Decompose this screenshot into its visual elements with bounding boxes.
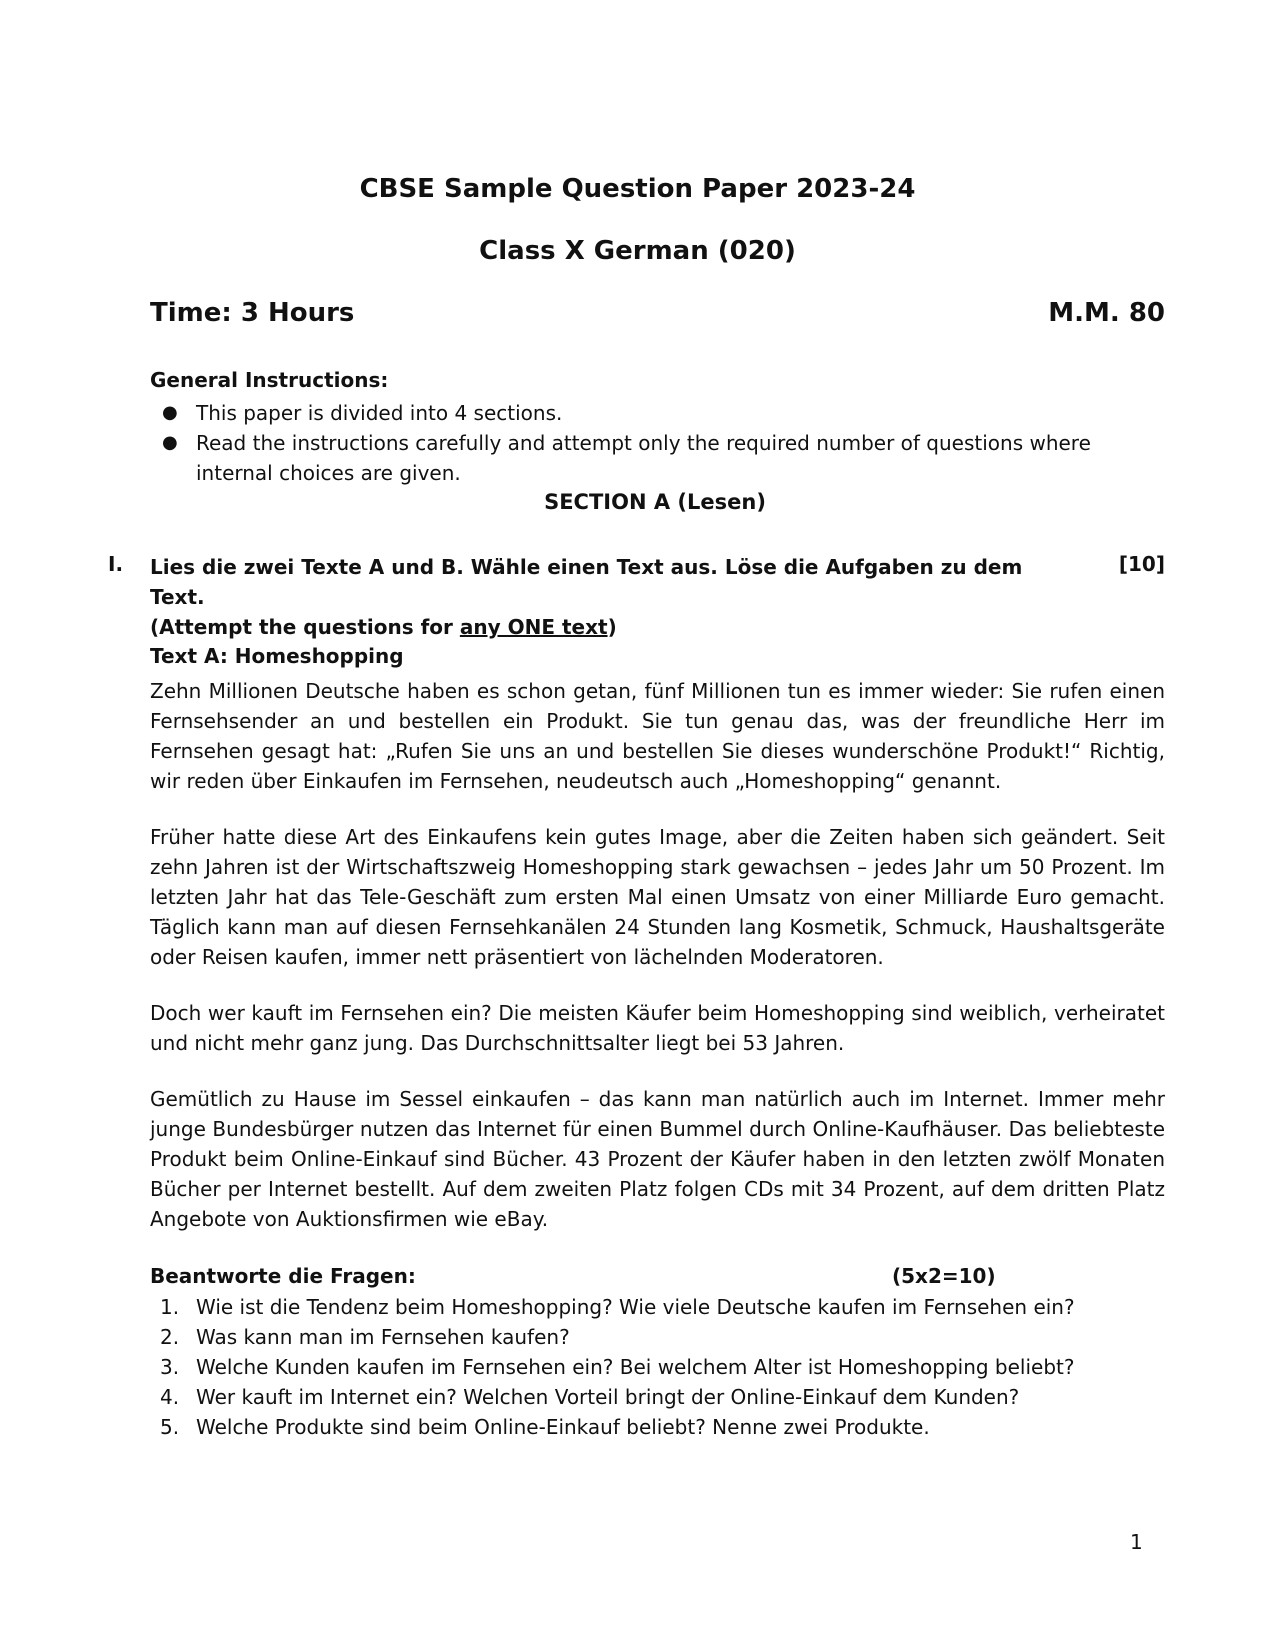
question-item-number: 1. — [160, 1295, 180, 1319]
bullet-icon: ● — [162, 402, 178, 423]
instruction-text: Read the instructions carefully and attempt only the required number of questions where internal choices are given. — [196, 431, 1091, 485]
question-line-1: Lies die zwei Texte A und B. Wähle einen Text aus. Löse die Aufgaben zu dem Text. — [150, 555, 1023, 609]
question-item — [150, 1352, 1160, 1382]
time-duration: Time: 3 Hours — [150, 298, 355, 328]
question-line-2 — [150, 612, 1050, 642]
question-item-text: Wer kauft im Internet ein? Welchen Vorteil bringt der Online-Einkauf dem Kunden? — [196, 1385, 1020, 1409]
text-a-paragraph-3: Doch wer kauft im Fernsehen ein? Die meisten Käufer beim Homeshopping sind weiblich, verheiratet und nicht mehr ganz jung. Das Durchschnittsalter liegt bei 53 Jahren. — [150, 1001, 1165, 1055]
time-marks-row — [150, 298, 1165, 328]
question-item-text: Was kann man im Fernsehen kaufen? — [196, 1325, 570, 1349]
questions-marks: (5x2=10) — [892, 1264, 996, 1288]
instructions-heading: General Instructions: — [150, 368, 389, 392]
max-marks: M.M. 80 — [1048, 298, 1165, 328]
question-item — [150, 1292, 1160, 1322]
text-a-paragraph-4: Gemütlich zu Hause im Sessel einkaufen – das kann man natürlich auch im Internet. Immer mehr junge Bundesbürger nutzen das Internet für einen Bummel durch Online-Kaufhäuser. Das beliebteste Produkt beim Online-Einkauf sind Bücher. 43 Prozent der Käufer haben in den letzten zwölf Monaten Bücher per Internet bestellt. Auf dem zweiten Platz folgen CDs mit 34 Prozent, auf dem dritten Platz Angebote von Auktionsfirmen wie eBay. — [150, 1087, 1165, 1231]
question-item — [150, 1382, 1160, 1412]
text-a-paragraph-1: Zehn Millionen Deutsche haben es schon getan, fünf Millionen tun es immer wieder: Sie rufen einen Fernsehsender an und bestellen ein Produkt. Sie tun genau das, was der freundliche Herr im Fernsehen gesagt hat: „Rufen Sie uns an und bestellen Sie dieses wunderschöne Produkt!“ Richtig, wir reden über Einkaufen im Fernsehen, neudeutsch auch „Homeshopping“ genannt. — [150, 679, 1165, 793]
text-a-paragraph-2: Früher hatte diese Art des Einkaufens kein gutes Image, aber die Zeiten haben sich geändert. Seit zehn Jahren ist der Wirtschaftszweig Homeshopping stark gewachsen – jedes Jahr um 50 Prozent. Im letzten Jahr hat das Tele-Geschäft zum ersten Mal einen Umsatz von einer Milliarde Euro gemacht. Täglich kann man auf diesen Fernsehkanälen 24 Stunden lang Kosmetik, Schmuck, Haushaltsgeräte oder Reisen kaufen, immer nett präsentiert von lächelnden Moderatoren. — [150, 825, 1165, 969]
question-line-2-suffix: ) — [607, 615, 617, 639]
paper-title: CBSE Sample Question Paper 2023-24 — [359, 174, 916, 204]
question-item-number: 5. — [160, 1415, 180, 1439]
question-line-2-prefix: (Attempt the questions for — [150, 615, 460, 639]
question-item-number: 2. — [160, 1325, 180, 1349]
question-instruction — [150, 552, 1050, 642]
paper-subtitle: Class X German (020) — [479, 236, 796, 266]
bullet-icon: ● — [162, 432, 178, 453]
question-item-number: 3. — [160, 1355, 180, 1379]
question-item-text: Welche Kunden kaufen im Fernsehen ein? Bei welchem Alter ist Homeshopping beliebt? — [196, 1355, 1075, 1379]
questions-heading: Beantworte die Fragen: — [150, 1264, 416, 1288]
section-a-title: SECTION A (Lesen) — [544, 490, 766, 514]
instruction-text: This paper is divided into 4 sections. — [196, 401, 563, 425]
questions-list — [150, 1292, 1160, 1442]
page-number: 1 — [1130, 1530, 1143, 1554]
question-line-2-underlined: any ONE text — [459, 615, 608, 639]
question-item — [150, 1412, 1160, 1442]
instruction-item — [150, 398, 1100, 428]
instructions-list — [150, 398, 1100, 488]
question-item — [150, 1322, 1160, 1352]
text-a-heading: Text A: Homeshopping — [150, 644, 404, 668]
question-item-text: Welche Produkte sind beim Online-Einkauf beliebt? Nenne zwei Produkte. — [196, 1415, 930, 1439]
question-number: I. — [108, 552, 124, 576]
question-marks: [10] — [1118, 552, 1165, 576]
question-item-number: 4. — [160, 1385, 180, 1409]
instruction-item — [150, 428, 1100, 488]
question-item-text: Wie ist die Tendenz beim Homeshopping? Wie viele Deutsche kaufen im Fernsehen ein? — [196, 1295, 1075, 1319]
